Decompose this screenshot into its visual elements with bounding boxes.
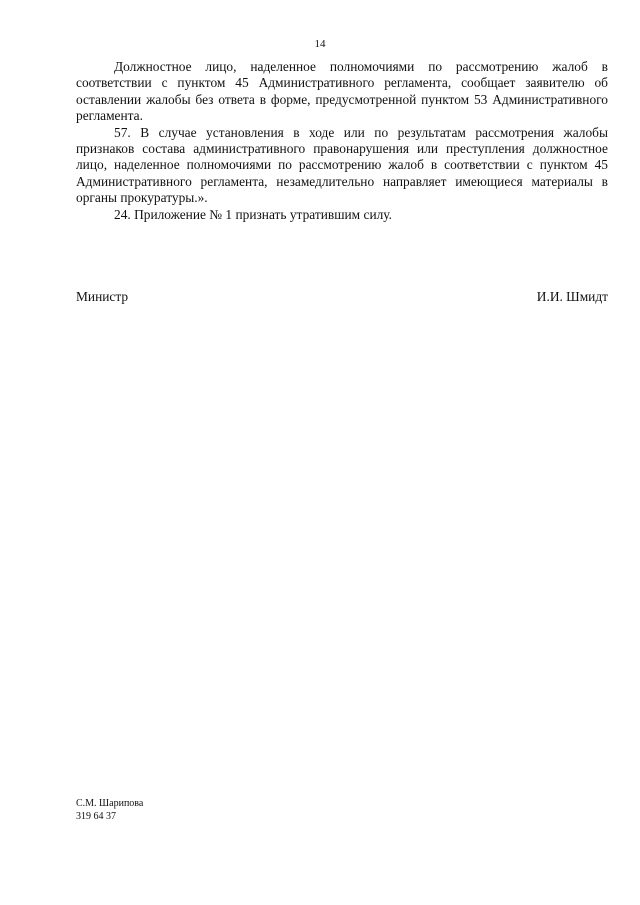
executor-block <box>76 797 143 823</box>
paragraph-57: 57. В случае установления в ходе или по результатам рассмотрения жалобы признаков состава административного правонарушения или преступления должностное лицо, наделенное полномочиями по рассмотрению жалоб в соответствии с пунктом 45 Административного регламента, незамедлительно направляет имеющиеся материалы в органы прокуратуры.». <box>76 124 608 206</box>
signatory-name: И.И. Шмидт <box>536 289 608 304</box>
paragraph-reply-notice: Должностное лицо, наделенное полномочиями по рассмотрению жалоб в соответствии с пунктом 45 Административного регламента, сообщает заявителю об оставлении жалобы без ответа в форме, предусмотренной пунктом 53 Административного регламента. <box>76 59 608 124</box>
paragraph-24: 24. Приложение № 1 признать утратившим силу. <box>114 206 392 222</box>
document-body <box>76 59 608 223</box>
executor-name: С.М. Шарипова <box>76 798 144 809</box>
page-number: 14 <box>314 38 326 50</box>
signatory-title: Министр <box>76 289 129 304</box>
signature-block <box>76 289 608 305</box>
executor-phone: 319 64 37 <box>76 811 116 822</box>
